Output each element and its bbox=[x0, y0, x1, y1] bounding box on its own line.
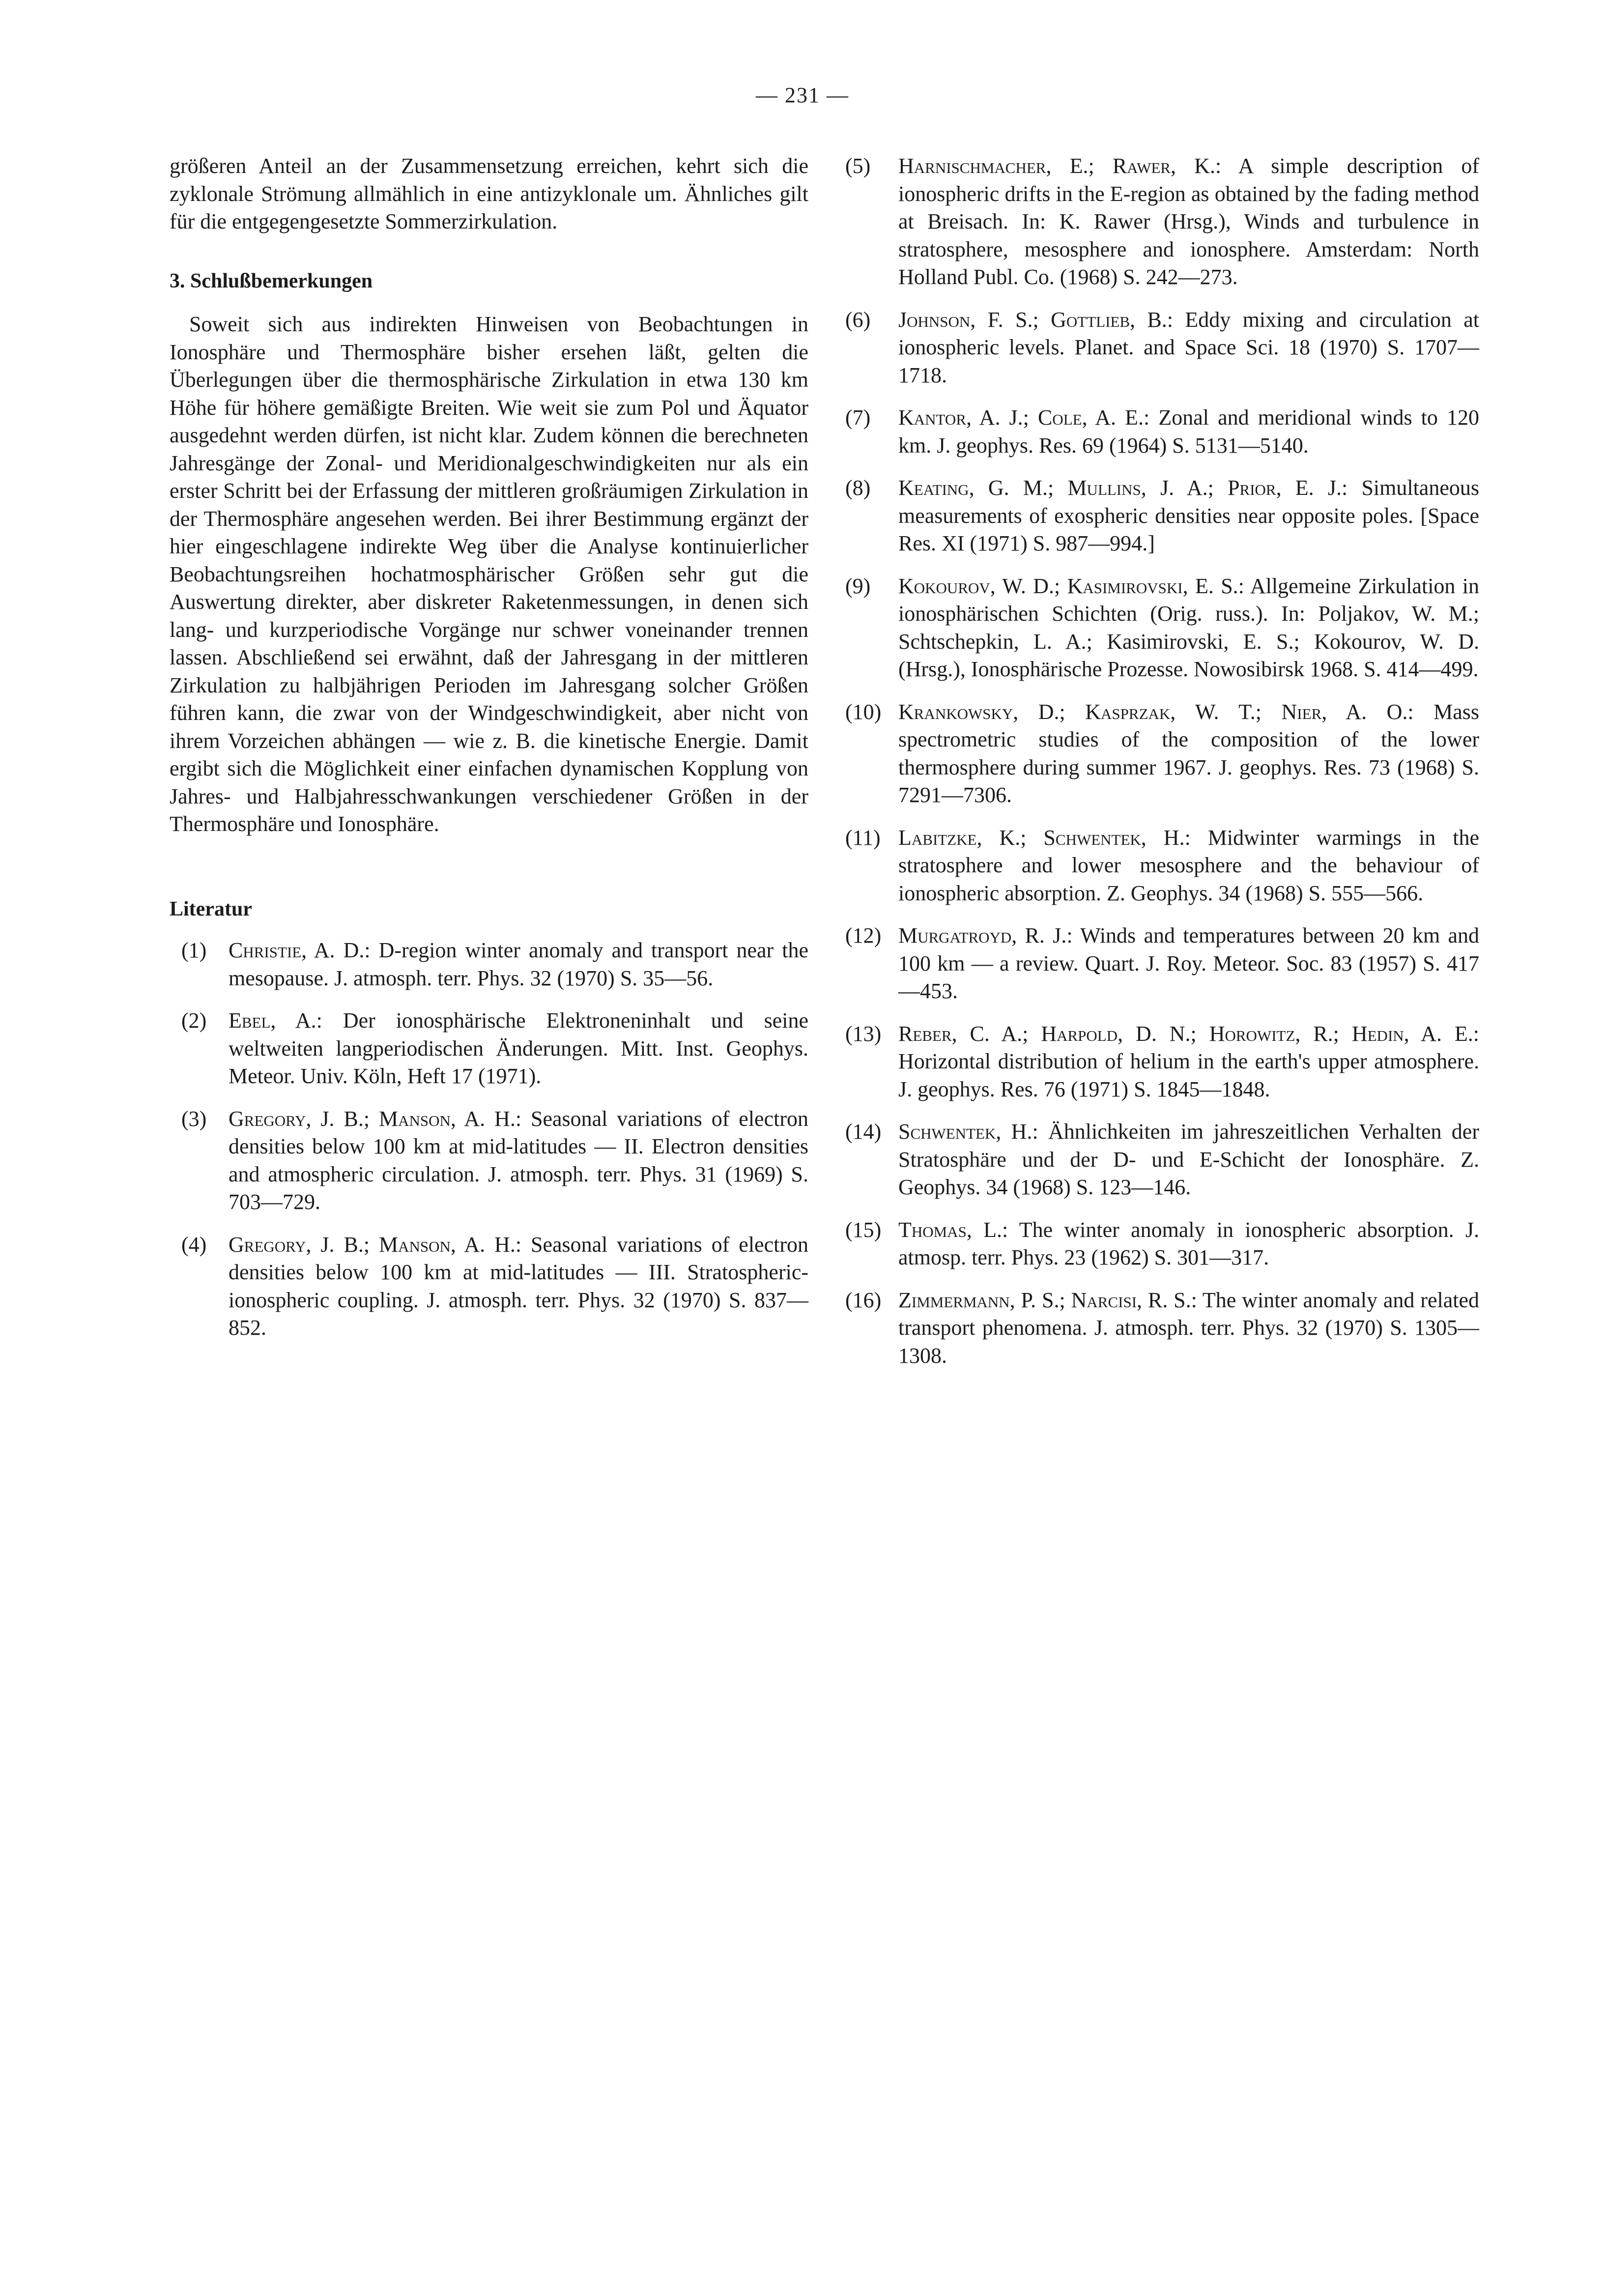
reference-authors: Harnischmacher, E.; Rawer, K.: bbox=[898, 154, 1222, 178]
reference-item bbox=[845, 573, 1479, 684]
reference-number: (3) bbox=[181, 1106, 207, 1131]
reference-text: Mass spectrometric studies of the composition of the lower thermosphere during summer 1967. J. geophys. Res. 73 (1968) S. 7291—7306. bbox=[898, 699, 1479, 807]
reference-number: (13) bbox=[845, 1021, 882, 1046]
reference-number: (2) bbox=[181, 1008, 207, 1033]
reference-text: Ähnlichkeiten im jahreszeitlichen Verhalten der Stratosphäre und der D- und E-Schicht der Ionosphäre. Z. Geophys. 34 (1968) S. 123—146. bbox=[898, 1119, 1479, 1199]
reference-item bbox=[170, 1231, 808, 1342]
reference-text: The winter anomaly in ionospheric absorption. J. atmosp. terr. Phys. 23 (1962) S. 301—317. bbox=[898, 1217, 1479, 1269]
reference-number: (7) bbox=[845, 405, 871, 430]
reference-item bbox=[170, 1105, 808, 1216]
reference-item bbox=[845, 1216, 1479, 1272]
reference-authors: Gregory, J. B.; Manson, A. H.: bbox=[229, 1106, 522, 1131]
reference-authors: Krankowsky, D.; Kasprzak, W. T.; Nier, A. O.: bbox=[898, 699, 1414, 724]
left-column bbox=[170, 152, 808, 1357]
reference-text: Horizontal distribution of helium in the earth's upper atmosphere. J. geophys. Res. 76 (1971) S. 1845—1848. bbox=[898, 1049, 1479, 1101]
reference-authors: Gregory, J. B.; Manson, A. H.: bbox=[229, 1232, 522, 1257]
reference-authors: Murgatroyd, R. J.: bbox=[898, 923, 1073, 947]
conclusion-paragraph: Soweit sich aus indirekten Hinweisen von Beobachtungen in Ionosphäre und Thermosphäre bisher ersehen läßt, gelten die Überlegungen über die thermosphärische Zirkulation in etwa 130 km Höhe für höhere gemäßigte Breiten. Wie weit sie zum Pol und Äquator ausgedehnt werden dürfen, ist nicht klar. Zudem können die berechneten Jahresgänge der Zonal- und Meridionalgeschwindigkeiten nur als ein erster Schritt bei der Erfassung der mittleren großräumigen Zirkulation in der Thermosphäre angesehen werden. Bei ihrer Bestimmung ergänzt der hier eingeschlagene indirekte Weg über die Analyse kontinuierlicher Beobachtungsreihen hochatmosphärischer Größen sehr gut die Auswertung direkter, aber diskreter Raketenmessungen, in denen sich lang- und kurzperiodische Vorgänge nur schwer voneinander trennen lassen. Abschließend sei erwähnt, daß der Jahresgang in der mittleren Zirkulation zu halbjährigen Perioden im Jahresgang solcher Größen führen kann, die zwar von der Windgeschwindigkeit, aber nicht von ihrem Vorzeichen abhängen — wie z. B. die kinetische Energie. Damit ergibt sich die Möglichkeit einer einfachen dynamischen Kopplung von Jahres- und Halbjahresschwankungen verschiedener Größen in der Thermosphäre und Ionosphäre. bbox=[170, 312, 808, 836]
reference-item bbox=[845, 922, 1479, 1005]
page-number: — 231 — bbox=[756, 83, 849, 107]
reference-authors: Zimmermann, P. S.; Narcisi, R. S.: bbox=[898, 1288, 1197, 1312]
reference-text: A simple description of ionospheric drifts in the E-region as obtained by the fading method at Breisach. In: K. Rawer (Hrsg.), Winds and turbulence in stratosphere, mesosphere and ionosphere. Amsterdam: North Holland Publ. Co. (1968) S. 242—273. bbox=[898, 154, 1479, 289]
reference-item bbox=[170, 1007, 808, 1091]
reference-text: D-region winter anomaly and transport near the mesopause. J. atmosph. terr. Phys. 32 (1970) S. 35—56. bbox=[229, 938, 808, 990]
reference-text: Winds and temperatures between 20 km and 100 km — a review. Quart. J. Roy. Meteor. Soc. 83 (1957) S. 417—453. bbox=[898, 923, 1479, 1003]
reference-number: (15) bbox=[845, 1217, 882, 1242]
reference-authors: Christie, A. D.: bbox=[229, 938, 371, 962]
reference-item bbox=[845, 152, 1479, 291]
reference-text: Allgemeine Zirkulation in ionosphärischen Schichten (Orig. russ.). In: Poljakov, W. M.; Schtschepkin, L. A.; Kasimirovski, E. S.; Kokourov, W. D. (Hrsg.), Ionosphärische Prozesse. Nowosibirsk 1968. S. 414—499. bbox=[898, 574, 1480, 681]
reference-text: The winter anomaly and related transport phenomena. J. atmosph. terr. Phys. 32 (1970) S. 1305—1308. bbox=[898, 1288, 1479, 1368]
reference-authors: Ebel, A.: bbox=[229, 1008, 322, 1033]
reference-text: Eddy mixing and circulation at ionospheric levels. Planet. and Space Sci. 18 (1970) S. 1707—1718. bbox=[898, 307, 1480, 387]
reference-text: Seasonal variations of electron densities below 100 km at mid-latitudes — III. Stratospheric-ionospheric coupling. J. atmosph. terr. Phys. 32 (1970) S. 837—852. bbox=[229, 1232, 808, 1340]
reference-list-right bbox=[845, 152, 1479, 1370]
reference-item bbox=[845, 1118, 1479, 1202]
reference-number: (9) bbox=[845, 574, 871, 598]
reference-number: (8) bbox=[845, 476, 871, 500]
reference-authors: Labitzke, K.; Schwentek, H.: bbox=[898, 825, 1191, 850]
reference-list-left bbox=[170, 937, 808, 1342]
reference-number: (1) bbox=[181, 938, 207, 962]
reference-authors: Reber, C. A.; Harpold, D. N.; Horowitz, R.; Hedin, A. E.: bbox=[898, 1021, 1479, 1046]
reference-authors: Kokourov, W. D.; Kasimirovski, E. S.: bbox=[898, 574, 1244, 598]
reference-text: Zonal and meridional winds to 120 km. J. geophys. Res. 69 (1964) S. 5131—5140. bbox=[898, 405, 1479, 458]
reference-item bbox=[845, 306, 1479, 390]
reference-number: (10) bbox=[845, 699, 882, 724]
reference-text: Simultaneous measurements of exospheric densities near opposite poles. [Space Res. XI (1971) S. 987—994.] bbox=[898, 476, 1479, 555]
reference-item bbox=[845, 824, 1479, 908]
reference-item bbox=[845, 698, 1479, 809]
reference-item bbox=[845, 1020, 1479, 1104]
reference-text: Seasonal variations of electron densities below 100 km at mid-latitudes — II. Electron densities and atmospheric circulation. J. atmosph. terr. Phys. 31 (1969) S. 703—729. bbox=[229, 1106, 808, 1214]
literature-heading: Literatur bbox=[170, 897, 252, 920]
reference-number: (16) bbox=[845, 1288, 882, 1312]
section-heading: 3. Schlußbemerkungen bbox=[170, 269, 373, 292]
intro-paragraph: größeren Anteil an der Zusammensetzung erreichen, kehrt sich die zyklonale Strömung allmählich in eine antizyklonale um. Ähnliches gilt für die entgegengesetzte Sommerzirkulation. bbox=[170, 154, 808, 233]
reference-number: (4) bbox=[181, 1232, 207, 1257]
reference-authors: Keating, G. M.; Mullins, J. A.; Prior, E. J.: bbox=[898, 476, 1348, 500]
reference-item bbox=[845, 404, 1479, 459]
reference-item bbox=[845, 1287, 1479, 1370]
reference-authors: Thomas, L.: bbox=[898, 1217, 1008, 1242]
reference-authors: Schwentek, H.: bbox=[898, 1119, 1038, 1144]
reference-text: Midwinter warmings in the stratosphere and lower mesosphere and the behaviour of ionospheric absorption. Z. Geophys. 34 (1968) S. 555—566. bbox=[898, 825, 1479, 905]
right-column bbox=[845, 152, 1479, 1384]
reference-item bbox=[845, 474, 1479, 558]
reference-number: (12) bbox=[845, 923, 882, 947]
reference-text: Der ionosphärische Elektroneninhalt und seine weltweiten langperiodischen Änderungen. Mitt. Inst. Geophys. Meteor. Univ. Köln, Heft 17 (1971). bbox=[229, 1008, 809, 1088]
reference-authors: Kantor, A. J.; Cole, A. E.: bbox=[898, 405, 1150, 430]
reference-number: (11) bbox=[845, 825, 881, 850]
reference-authors: Johnson, F. S.; Gottlieb, B.: bbox=[898, 307, 1174, 332]
reference-number: (6) bbox=[845, 307, 871, 332]
reference-number: (5) bbox=[845, 154, 871, 178]
reference-item bbox=[170, 937, 808, 992]
reference-number: (14) bbox=[845, 1119, 882, 1144]
